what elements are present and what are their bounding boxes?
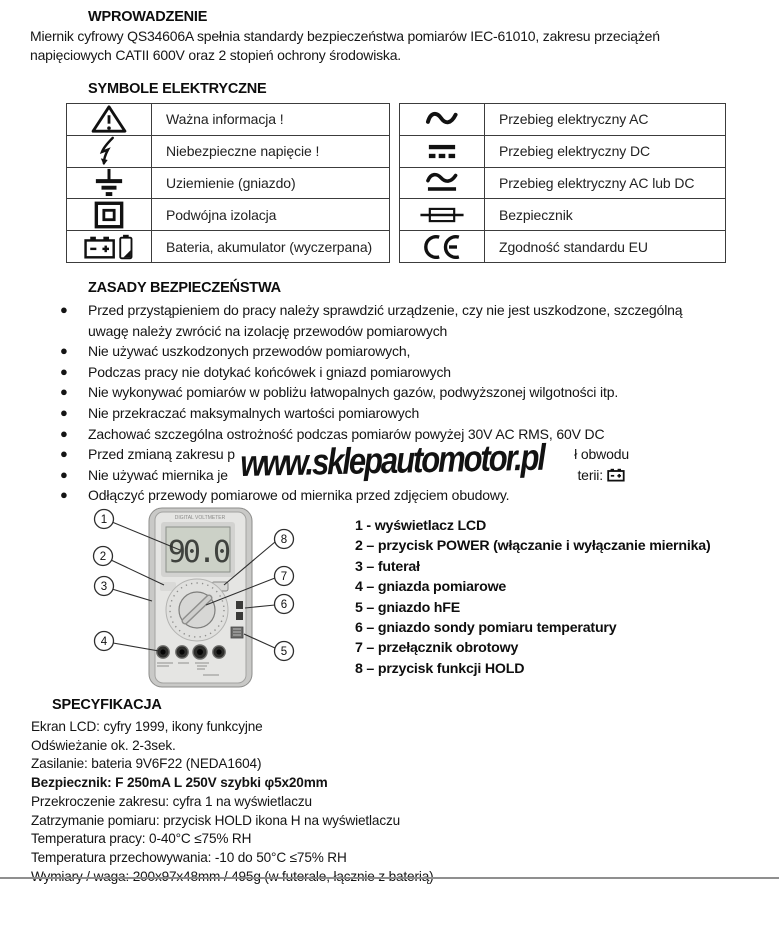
- bullet-icon: ●: [60, 404, 68, 420]
- page-divider: [0, 877, 779, 879]
- callout-number: 8: [280, 534, 288, 547]
- list-item: [60, 341, 725, 362]
- legend-item: 4 – gniazda pomiarowe: [355, 579, 507, 596]
- list-item: [60, 300, 725, 341]
- table-row: [400, 230, 725, 262]
- bullet-text-fragment: Nie używać miernika je: [88, 466, 228, 483]
- bullet-text: Przed przystąpieniem do pracy należy sprawdzić urządzenie, czy nie jest uszkodzone, szczególną uwagę należy zwrócić na izolację przewodów pomiarowych: [88, 302, 683, 339]
- symbols-table-left: [66, 103, 390, 263]
- temp-socket-upper: [236, 601, 243, 609]
- table-row: [67, 198, 389, 230]
- intro-paragraph: Miernik cyfrowy QS34606A spełnia standardy bezpieczeństwa pomiarów IEC-61010, zakresu przeciążeń napięciowych CATII 600V oraz 2 stopień ochrony środowiska.: [30, 28, 660, 63]
- bullet-icon: ●: [60, 363, 68, 379]
- dc-icon: [400, 136, 485, 167]
- symbol-label: Uziemienie (gniazdo): [166, 174, 296, 191]
- list-item: [60, 362, 725, 383]
- specs-heading: SPECYFIKACJA: [52, 697, 162, 713]
- bullet-text: Odłączyć przewody pomiarowe od miernika przed zdjęciem obudowy.: [88, 487, 510, 504]
- spec-line: Temperatura przechowywania: -10 do 50°C ≤75% RH: [31, 849, 347, 865]
- list-item: [60, 382, 725, 403]
- spec-line: Odświeżanie ok. 2-3sek.: [31, 737, 176, 753]
- battery-icon: [67, 231, 152, 262]
- legend-item: 7 – przełącznik obrotowy: [355, 640, 519, 657]
- list-item: [60, 485, 725, 506]
- lcd-value: 90.0: [167, 535, 229, 570]
- figure-legend: [355, 516, 710, 679]
- legend-item: 5 – gniazdo hFE: [355, 599, 460, 616]
- spec-line: Zatrzymanie pomiaru: przycisk HOLD ikona H na wyświetlaczu: [31, 812, 401, 828]
- table-row: [67, 104, 389, 135]
- ac-dc-icon: [400, 168, 485, 199]
- table-row: [400, 135, 725, 167]
- symbol-label: Bateria, akumulator (wyczerpana): [166, 238, 373, 255]
- legend-item: 6 – gniazdo sondy pomiaru temperatury: [355, 620, 617, 637]
- device-title: DIGITAL VOLTMETER: [174, 515, 226, 521]
- legend-item: 3 – futerał: [355, 558, 420, 575]
- bullet-icon: ●: [60, 425, 68, 441]
- symbol-label: Zgodność standardu EU: [499, 238, 648, 255]
- bullet-text-fragment: Przed zmianą zakresu p: [88, 446, 235, 463]
- bullet-icon: ●: [60, 343, 68, 359]
- callout-number: 2: [99, 551, 107, 564]
- bullet-icon: ●: [60, 302, 68, 317]
- table-row: [400, 198, 725, 230]
- legend-item: 8 – przycisk funkcji HOLD: [355, 660, 525, 677]
- warning-triangle-icon: [67, 104, 152, 135]
- bullet-text: Nie wykonywać pomiarów w pobliżu łatwopalnych gazów, podwyższonej wilgotności itp.: [88, 384, 619, 401]
- watermark: www.sklepautomotor.pl: [240, 436, 545, 484]
- spec-line: Ekran LCD: cyfry 1999, ikony funkcyjne: [31, 719, 263, 734]
- symbols-heading: SYMBOLE ELEKTRYCZNE: [88, 81, 267, 97]
- bullet-icon: ●: [60, 466, 68, 482]
- bullet-icon: ●: [60, 487, 68, 503]
- callout-number: 7: [280, 571, 288, 584]
- symbol-label: Przebieg elektryczny AC: [499, 111, 649, 128]
- callout-number: 1: [100, 514, 108, 527]
- list-item: [60, 403, 725, 424]
- ground-icon: [67, 168, 152, 199]
- bullet-text: Nie przekraczać maksymalnych wartości pomiarowych: [88, 404, 420, 421]
- symbol-label: Bezpiecznik: [499, 206, 573, 223]
- legend-item: 2 – przycisk POWER (włączanie i wyłączanie miernika): [355, 538, 711, 555]
- multimeter-figure: [85, 505, 345, 690]
- bullet-icon: ●: [60, 384, 68, 400]
- symbol-label: Podwójna izolacja: [166, 206, 277, 223]
- table-row: [400, 167, 725, 199]
- symbol-label: Przebieg elektryczny DC: [499, 143, 650, 160]
- bullet-text: Nie używać uszkodzonych przewodów pomiarowych,: [88, 343, 411, 360]
- low-battery-icon: [607, 468, 627, 482]
- table-row: [67, 230, 389, 262]
- callout-number: 6: [280, 599, 288, 612]
- bullet-text: Zachować szczególna ostrożność podczas pomiarów powyżej 30V AC RMS, 60V DC: [88, 425, 605, 442]
- double-insulation-icon: [67, 199, 152, 230]
- spec-line: Przekroczenie zakresu: cyfra 1 na wyświetlaczu: [31, 793, 312, 809]
- spec-line-fuse: Bezpiecznik: F 250mA L 250V szybki φ5x20mm: [31, 775, 328, 791]
- symbol-label: Przebieg elektryczny AC lub DC: [499, 174, 695, 191]
- bullet-text: Podczas pracy nie dotykać końcówek i gniazd pomiarowych: [88, 363, 451, 380]
- bullet-text-fragment: [577, 465, 627, 486]
- specs-list: [31, 718, 434, 886]
- callout-number: 5: [280, 646, 288, 659]
- ac-wave-icon: [400, 104, 485, 135]
- table-row: [67, 135, 389, 167]
- fuse-icon: [400, 199, 485, 230]
- temp-socket-lower: [236, 612, 243, 620]
- spec-line: Temperatura pracy: 0-40°C ≤75% RH: [31, 831, 252, 847]
- bullet-text-fragment: terii:: [577, 466, 603, 483]
- callout-number: 3: [100, 581, 108, 594]
- symbol-label: Niebezpieczne napięcie !: [166, 143, 320, 160]
- callout-number: 4: [100, 636, 108, 649]
- table-row: [400, 104, 725, 135]
- bullet-icon: ●: [60, 446, 68, 462]
- spec-line: Zasilanie: bateria 9V6F22 (NEDA1604): [31, 756, 262, 772]
- safety-heading: ZASADY BEZPIECZEŃSTWA: [88, 280, 281, 296]
- intro-heading: WPROWADZENIE: [88, 9, 208, 25]
- symbol-label: Ważna informacja !: [166, 111, 284, 128]
- table-row: [67, 167, 389, 199]
- ce-mark-icon: [400, 231, 485, 262]
- bullet-text-fragment: ł obwodu: [574, 446, 629, 463]
- symbols-table-right: [399, 103, 726, 263]
- legend-item: 1 - wyświetlacz LCD: [355, 518, 487, 534]
- high-voltage-icon: [67, 136, 152, 167]
